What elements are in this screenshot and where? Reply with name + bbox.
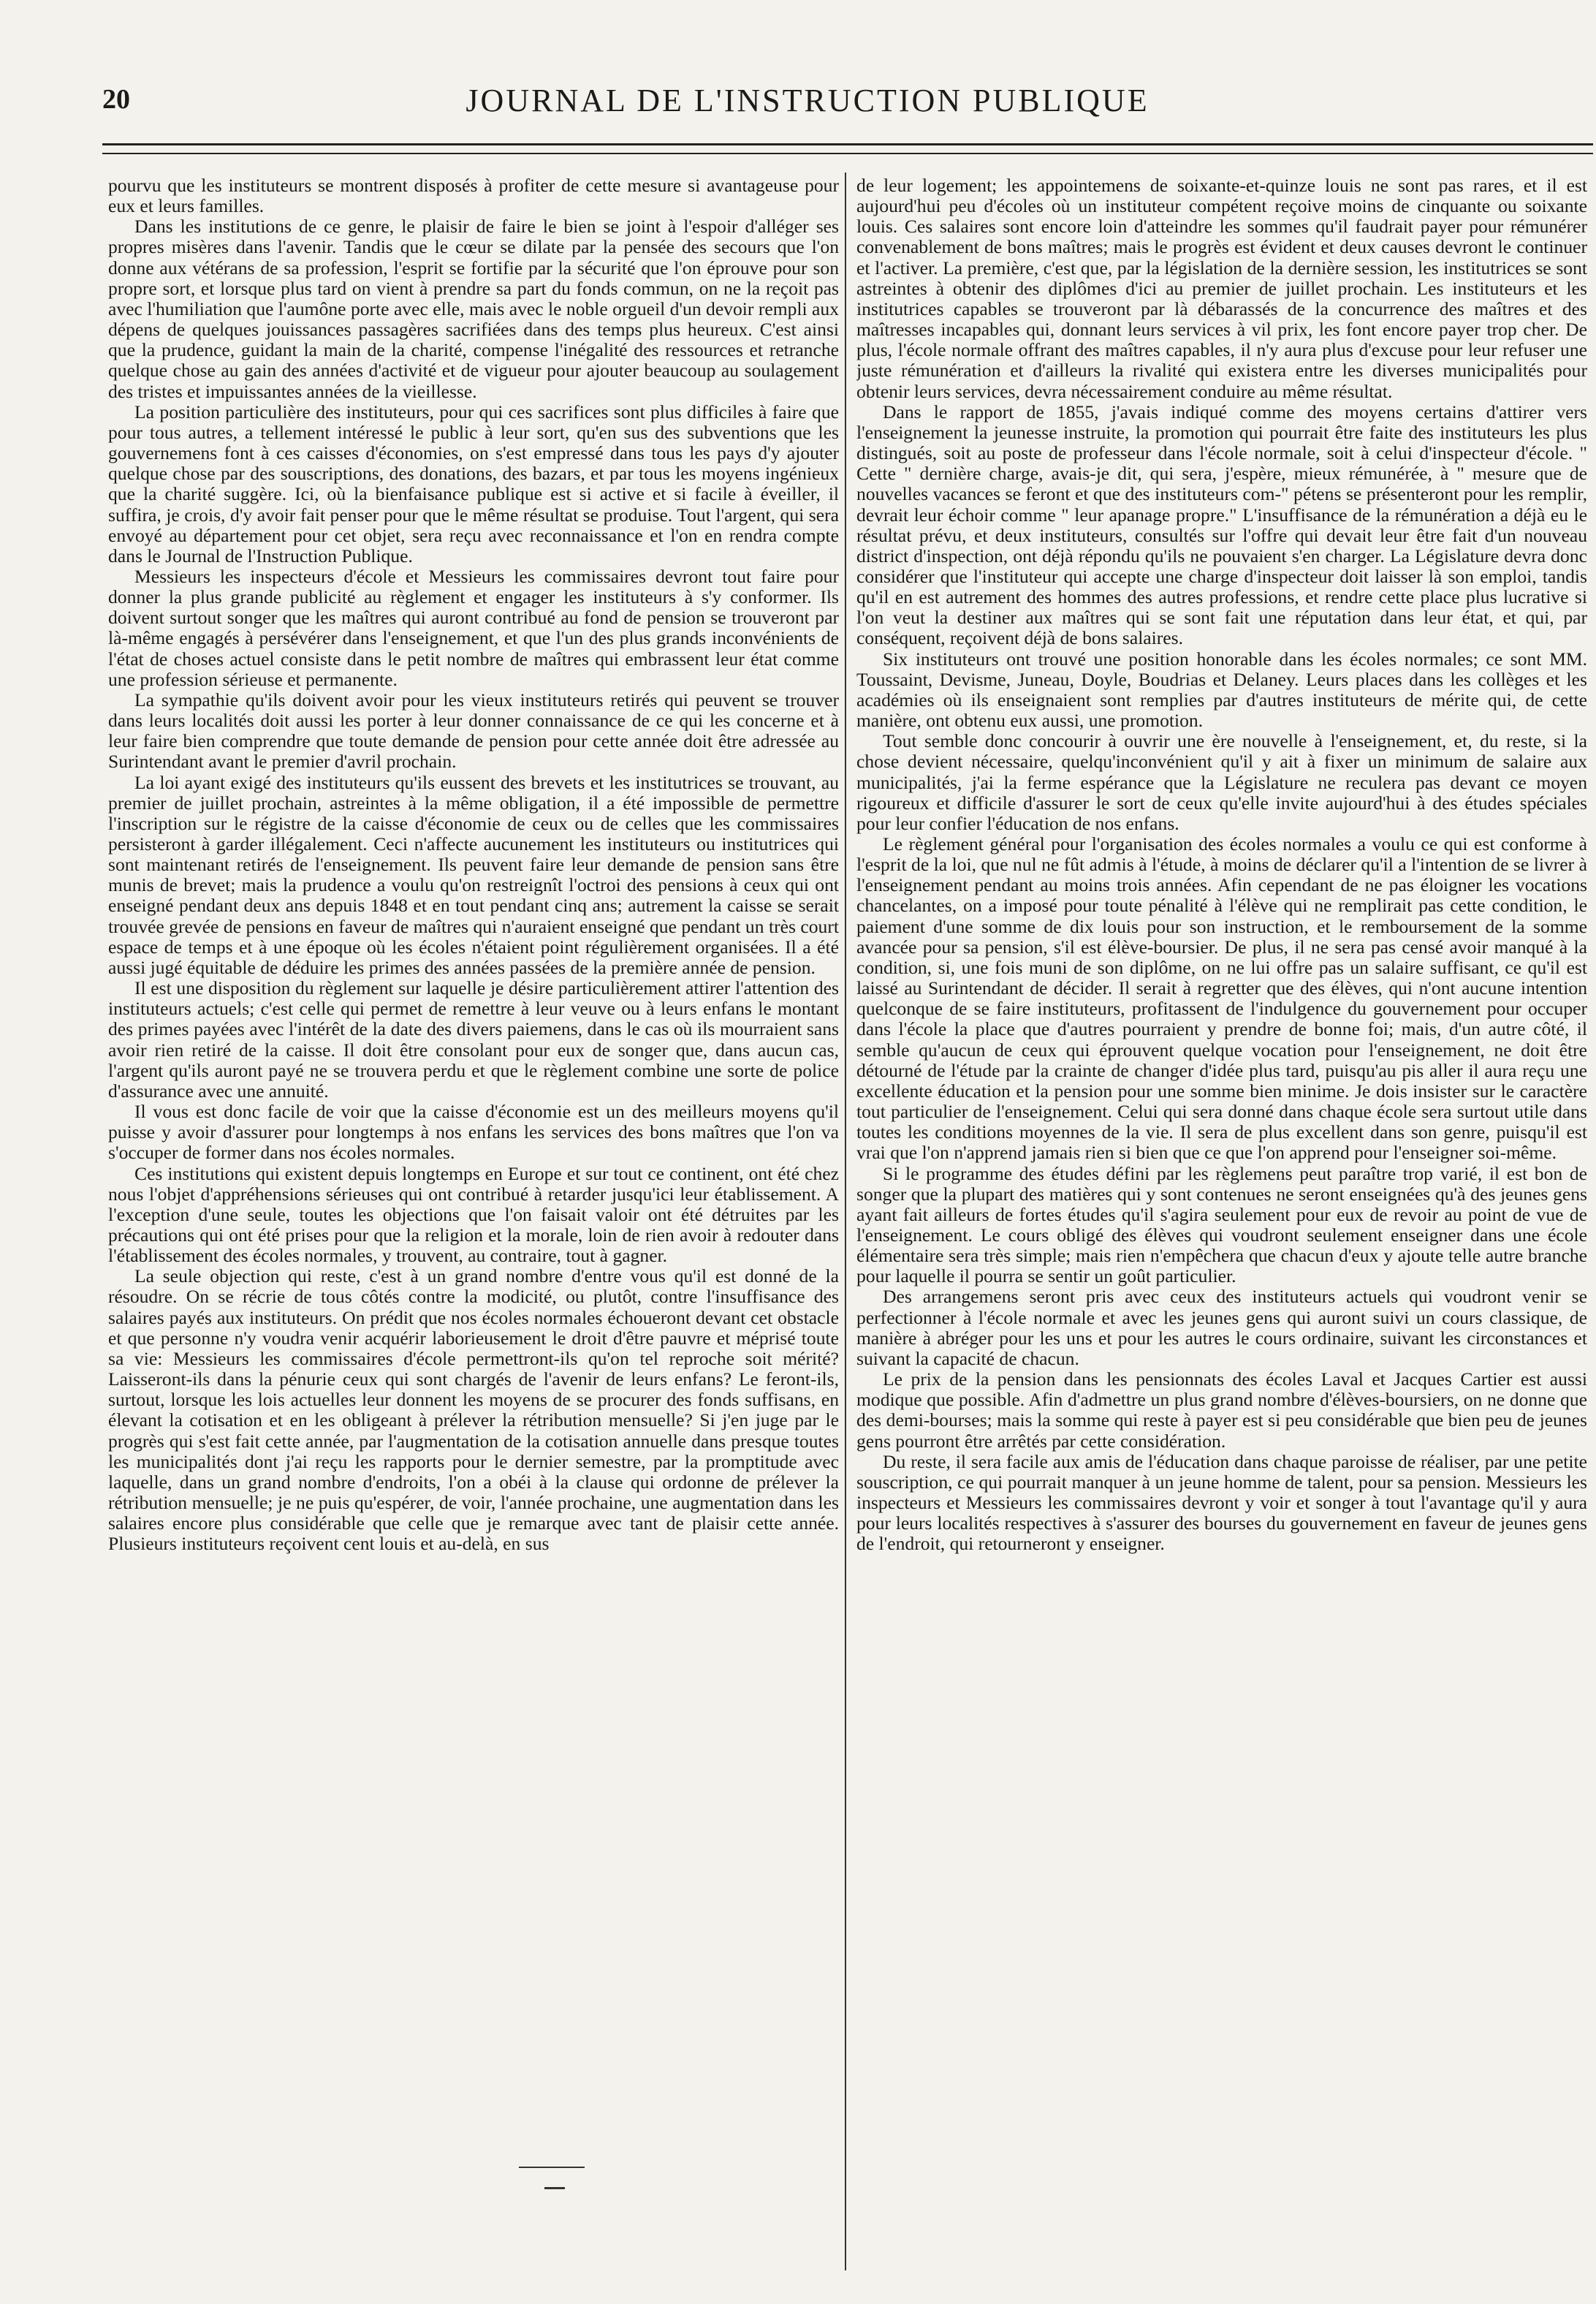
paragraph: Tout semble donc concourir à ouvrir une ère nouvelle à l'enseignement, et, du reste, si la chose devient nécessaire, quelqu'inconvénient qu'il y ait à fixer un minimum de salaire aux municipalités, j'ai la ferme espérance que la Législature ne reculera pas devant ce moyen rigoureux et difficile d'assurer le sort de ceux qu'elle invite aujourd'hui à des études spéciales pour leur confier l'éducation de nos enfans. bbox=[856, 730, 1587, 834]
paragraph: La sympathie qu'ils doivent avoir pour les vieux instituteurs retirés qui peuvent se trouver dans leurs localités doit aussi les porter à leur donner connaissance de ce qui les concerne et à leur faire bien comprendre que toute demande de pension pour cette année doit être adressée au Surintendant avant le premier d'avril prochain. bbox=[108, 689, 839, 773]
paragraph: Six instituteurs ont trouvé une position honorable dans les écoles normales; ce sont MM. Toussaint, Devisme, Juneau, Doyle, Boudrias et Delaney. Leurs places dans les collèges et les académies où ils enseignaient sont remplies par d'autres instituteurs de mérite qui, de cette manière, ont obtenu eux aussi, une promotion. bbox=[856, 648, 1587, 732]
paragraph: Le prix de la pension dans les pensionnats des écoles Laval et Jacques Cartier est aussi modique que possible. Afin d'admettre un plus grand nombre d'élèves-boursiers, on ne donne que des demi-bourses; mais la somme qui reste à payer est si peu considérable que bien peu de jeunes gens pourront être arrêtés par cette considération. bbox=[856, 1368, 1587, 1452]
journal-title: JOURNAL DE L'INSTRUCTION PUBLIQUE bbox=[466, 83, 1150, 118]
section-end-mark bbox=[544, 2187, 565, 2189]
paragraph: de leur logement; les appointemens de soixante-et-quinze louis ne sont pas rares, et il est aujourd'hui peu d'écoles où un instituteur compétent reçoive moins de cinquante ou soixante louis. Ces salaires sont encore loin d'atteindre les sommes qu'il faudrait payer pour rémunérer convenablement de bons maîtres; mais le progrès est évident et deux causes devront le continuer et l'activer. La première, c'est que, par la législation de la dernière session, les institutrices se sont astreintes à obtenir des diplômes d'ici au premier de juillet prochain. Les instituteurs et les institutrices capables se trouveront par là débarassés de la concurrence des maîtres et des maîtresses incapables qui, donnant leurs services à vil prix, les font encore payer trop cher. De plus, l'école normale offrant des maîtres capables, il n'y aura plus d'excuse pour leur refuser une juste rémunération et d'ailleurs la rivalité qui existera entre les diverses municipalités pour obtenir leurs services, devra nécessairement conduire au même résultat. bbox=[856, 175, 1587, 402]
paragraph: La seule objection qui reste, c'est à un grand nombre d'entre vous qu'il est donné de la résoudre. On se récrie de tous côtés contre la modicité, ou plutôt, contre l'insuffisance des salaires payés aux instituteurs. On prédit que nos écoles normales échoueront devant cet obstacle et que personne n'y voudra venir acquérir laborieusement le droit d'être pauvre et méprisé toute sa vie: Messieurs les commissaires d'école permettront-ils qu'on tel reproche soit mérité? Laisseront-ils dans la pénurie ceux qui sont chargés de l'avenir de leurs enfans? Le feront-ils, surtout, lorsque les lois actuelles leur donnent les moyens de se procurer des fonds suffisans, en élevant la cotisation et en les obligeant à prélever la rétribution mensuelle? Si j'en juge par le progrès qui s'est fait cette année, par l'augmentation de la cotisation annuelle dans presque toutes les municipalités dont j'ai reçu les rapports pour le dernier semestre, par la promptitude avec laquelle, dans un grand nombre d'endroits, l'on a obéi à la clause qui ordonne de prélever la rétribution mensuelle; je ne puis qu'espérer, de voir, l'année prochaine, une augmentation dans les salaires encore plus considérable que celle que je remarque avec tant de plaisir cette année. Plusieurs instituteurs reçoivent cent louis et au-delà, en sus bbox=[108, 1265, 839, 1555]
paragraph: Le règlement général pour l'organisation des écoles normales a voulu ce qui est conforme à l'esprit de la loi, que nul ne fût admis à l'étude, à moins de déclarer qu'il a l'intention de se livrer à l'enseignement pendant au moins trois années. Afin cependant de ne pas éloigner les vocations chancelantes, on a imposé pour toute pénalité à l'élève qui ne remplirait pas cette condition, le paiement d'une somme de dix louis pour son instruction, et le remboursement de la somme avancée pour sa pension, s'il est élève-boursier. De plus, il ne sera pas censé avoir manqué à la condition, si, une fois muni de son diplôme, on ne lui offre pas un salaire suffisant, ce qu'il est laissé au Surintendant de décider. Il serait à regretter que des élèves, qui n'ont aucune intention quelconque de se faire instituteurs, profitassent de l'indulgence du gouvernement pour occuper dans l'école la place que d'autres pourraient y prendre de bonne foi; mais, d'un autre côté, il semble qu'aucun de ceux qui éprouvent quelque vocation pour l'enseignement, ne doit être détourné de l'étude par la crainte de changer d'idée plus tard, puisqu'au pis aller il aura reçu une excellente éducation et la pension pour une somme bien minime. Je dois insister sur le caractère tout particulier de l'enseignement. Celui qui sera donné dans chaque école sera surtout utile dans toutes les conditions moyennes de la vie. Il sera de plus excellent dans son genre, puisqu'il est vrai que l'on n'apprend jamais rien si bien que ce que l'on apprend pour l'enseigner soi-même. bbox=[856, 833, 1587, 1164]
paragraph: Du reste, il sera facile aux amis de l'éducation dans chaque paroisse de réaliser, par une petite souscription, ce qui pourrait manquer à un jeune homme de talent, pour sa pension. Messieurs les inspecteurs et Messieurs les commissaires devront y voir et songer à tout l'avantage qu'il y aura pour leurs localités respectives à s'assurer des bourses du gouvernement en faveur de jeunes gens de l'endroit, qui retourneront y enseigner. bbox=[856, 1450, 1587, 1555]
header-rule bbox=[102, 143, 1593, 154]
paragraph: Dans les institutions de ce genre, le plaisir de faire le bien se joint à l'espoir d'alléger ses propres misères dans l'avenir. Tandis que le cœur se dilate par la pensée des secours que l'on donne aux vétérans de sa profession, l'esprit se fortifie par la sécurité que l'on éprouve pour son propre sort, et lorsque plus tard on vient à prendre sa part du fonds commun, on ne la reçoit pas avec l'humiliation que l'aumône porte avec elle, mais avec le noble orgueil d'un devoir rempli aux dépens de quelques jouissances passagères sacrifiées dans des temps plus heureux. C'est ainsi que la prudence, guidant la main de la charité, compense l'inégalité des ressources et retranche quelque chose au gain des années d'activité et de vigueur pour ajouter beaucoup au soulagement des tristes et impuissantes années de la vieillesse. bbox=[108, 216, 839, 402]
left-column bbox=[108, 175, 839, 2266]
paragraph: Des arrangemens seront pris avec ceux des instituteurs actuels qui voudront venir se perfectionner à l'école normale et avec les jeunes gens qui auront suivi un cours classique, de manière à abréger pour les uns et pour les autres le cours ordinaire, suivant les circonstances et suivant la capacité de chacun. bbox=[856, 1286, 1587, 1369]
paragraph: Messieurs les inspecteurs d'école et Messieurs les commissaires devront tout faire pour donner la plus grande publicité au règlement et engager les instituteurs à s'y conformer. Ils doivent surtout songer que les maîtres qui auront contribué au fond de pension se trouveront par là-même engagés à persévérer dans l'enseignement, et que l'un des plus grands inconvénients de l'état de choses actuel consiste dans le petit nombre de maîtres qui embrassent leur état comme une profession sérieuse et permanente. bbox=[108, 565, 839, 690]
paragraph: La loi ayant exigé des instituteurs qu'ils eussent des brevets et les institutrices se trouvant, au premier de juillet prochain, astreintes à la même obligation, il a été impossible de permettre l'inscription sur le régistre de la caisse d'économie de ceux ou de celles que les commissaires persisteront à garder illégalement. Ceci n'affecte aucunement les instituteurs ou institutrices qui sont maintenant retirés de l'enseignement. Ils peuvent faire leur demande de pension sans être munis de brevet; mais la prudence a voulu qu'on restreignît l'octroi des pensions à ceux qui ont enseigné pendant deux ans depuis 1848 et en tout pendant cinq ans; autrement la caisse se serait trouvée grevée de pensions en faveur de maîtres qui n'auraient enseigné que pendant un très court espace de temps et à une époque où les écoles n'étaient point régulièrement organisées. Il a été aussi jugé équitable de déduire les primes des années passées de la première année de pension. bbox=[108, 771, 839, 978]
page-header bbox=[95, 79, 1520, 130]
paragraph: Ces institutions qui existent depuis longtemps en Europe et sur tout ce continent, ont été chez nous l'objet d'appréhensions sérieuses qui ont contribué à retarder jusqu'ici leur établissement. A l'exception d'une seule, toutes les objections que l'on faisait valoir ont été détruites par les précautions qui ont été prises pour que la religion et la morale, loin de rien avoir à redouter dans l'établissement des écoles normales, y trouvent, au contraire, tout à gagner. bbox=[108, 1162, 839, 1267]
column-divider bbox=[845, 173, 846, 2270]
paragraph: Il vous est donc facile de voir que la caisse d'économie est un des meilleurs moyens qu'il puisse y avoir d'assurer pour longtemps à nos enfans les services des bons maîtres que l'on va s'occuper de former dans nos écoles normales. bbox=[108, 1101, 839, 1164]
right-column bbox=[856, 175, 1587, 2266]
paragraph: La position particulière des instituteurs, pour qui ces sacrifices sont plus difficiles à faire que pour tous autres, a tellement intéressé le public à leur sort, qu'en sus des subventions que les gouvernemens font à ces caisses d'économies, on s'est empressé dans tous les pays d'y ajouter quelque chose par des souscriptions, des donations, des bazars, et par tous les moyens ingénieux que la charité suggère. Ici, où la bienfaisance publique est si active et si facile à éveiller, il suffira, je crois, d'y avoir fait penser pour que le même résultat se produise. Tout l'argent, qui sera envoyé au département pour cet objet, sera reçu avec reconnaissance et l'on en rendra compte dans le Journal de l'Instruction Publique. bbox=[108, 401, 839, 566]
section-end-rule bbox=[519, 2167, 585, 2168]
page-number: 20 bbox=[102, 84, 130, 115]
paragraph: Il est une disposition du règlement sur laquelle je désire particulièrement attirer l'attention des instituteurs actuels; c'est celle qui permet de remettre à leur veuve ou à leurs enfans le montant des primes payées avec l'intérêt de la date des divers paiemens, dans le cas où ils mourraient sans avoir rien retiré de la caisse. Il doit être consolant pour eux de songer que, dans aucun cas, l'argent qu'ils auront payé ne se trouvera perdu et que le règlement combine une sorte de police d'assurance avec une annuité. bbox=[108, 977, 839, 1102]
paragraph: pourvu que les instituteurs se montrent disposés à profiter de cette mesure si avantageuse pour eux et leurs familles. bbox=[108, 175, 839, 217]
paragraph: Si le programme des études défini par les règlemens peut paraître trop varié, il est bon de songer que la plupart des matières qui y sont contenues ne seront enseignées qu'à des jeunes gens ayant fait ailleurs de fortes études qu'il s'agira seulement pour eux de revoir au point de vue de l'enseignement. Le cours obligé des élèves qui voudront seulement enseigner dans une école élémentaire sera très simple; mais rien n'empêchera que chacun d'eux y ajoute telle autre branche pour laquelle il pourra se sentir un goût particulier. bbox=[856, 1162, 1587, 1287]
paragraph: Dans le rapport de 1855, j'avais indiqué comme des moyens certains d'attirer vers l'enseignement la jeunesse instruite, la promotion qui pourrait être faite des instituteurs les plus distingués, soit au poste de professeur dans l'école normale, soit à celui d'inspecteur d'école. " Cette " dernière charge, avais-je dit, qui sera, j'espère, mieux rémunérée, à " mesure que de nouvelles vacances se feront et que des instituteurs com-" pétens se présenteront pour les remplir, devrait leur échoir comme " leur apanage propre." L'insuffisance de la rémunération a déjà eu le résultat prévu, et deux instituteurs, consultés sur l'offre qui devait leur être fait d'un nouveau district d'inspection, ont déjà répondu qu'ils ne pouvaient s'en charger. La Législature devra donc considérer que l'instituteur qui accepte une charge d'inspecteur doit laisser là son emploi, tandis qu'il en est autrement des hommes des autres professions, et rendre cette place plus lucrative si l'on veut la destiner aux maîtres qui se sont fait une réputation dans leur état, et qui, par conséquent, reçoivent déjà de bons salaires. bbox=[856, 401, 1587, 649]
